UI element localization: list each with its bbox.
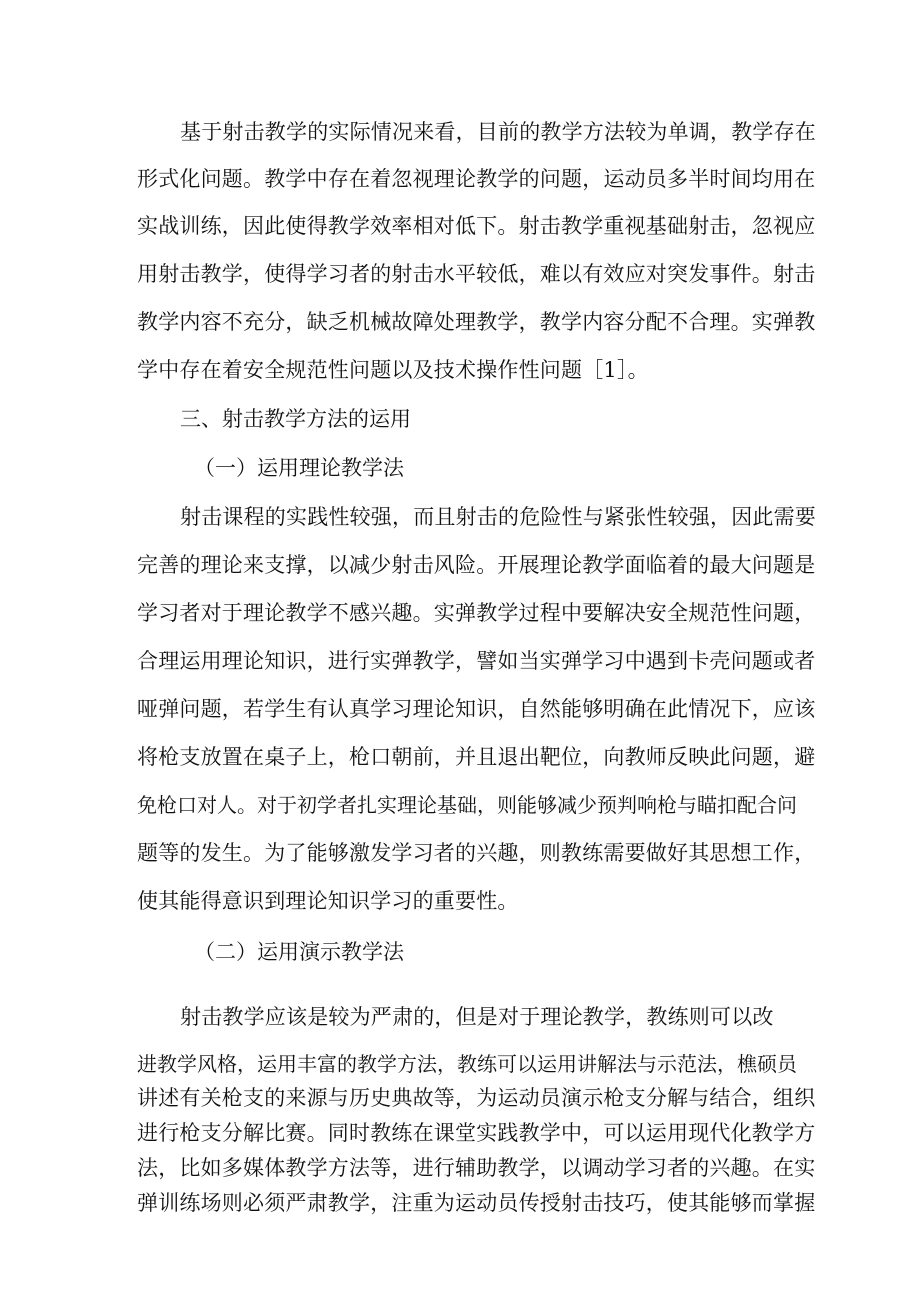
subsection-2-line-6: 弹训练场则必须严肃教学，注重为运动员传授射击技巧，使其能够而掌握 <box>137 1191 816 1215</box>
paragraph-1-line-3: 实战训练，因此使得教学效率相对低下。射击教学重视基础射击，忽视应 <box>137 214 816 238</box>
subsection-2-line-5: 法，比如多媒体教学方法等，进行辅助教学，以调动学习者的兴趣。在实 <box>137 1156 816 1180</box>
subsection-1-line-9: 使其能得意识到理论知识学习的重要性。 <box>137 889 519 913</box>
subsection-1-line-7: 免枪口对人。对于初学者扎实理论基础，则能够减少预判响枪与瞄扣配合问 <box>137 793 797 817</box>
subsection-1-line-3: 学习者对于理论教学不感兴趣。实弹教学过程中要解决安全规范性问题， <box>137 601 816 625</box>
paragraph-1-line-4: 用射击教学，使得学习者的射击水平较低，难以有效应对突发事件。射击 <box>137 262 816 286</box>
subsection-1-line-8: 题等的发生。为了能够激发学习者的兴趣，则教练需要做好其思想工作， <box>137 841 816 865</box>
paragraph-1-line-5: 教学内容不充分，缺乏机械故障处理教学，教学内容分配不合理。实弹教 <box>137 310 816 334</box>
subsection-1-line-4: 合理运用理论知识，进行实弹教学，譬如当实弹学习中遇到卡壳问题或者 <box>137 649 816 673</box>
subsection-1-title: （一）运用理论教学法 <box>194 456 404 480</box>
paragraph-1-line-2: 形式化问题。教学中存在着忽视理论教学的问题，运动员多半时间均用在 <box>137 167 816 191</box>
subsection-2-title: （二）运用演示教学法 <box>194 940 404 964</box>
subsection-1-line-6: 将枪支放置在桌子上，枪口朝前，并且退出靶位，向教师反映此问题，避 <box>137 745 816 769</box>
subsection-1-line-2: 完善的理论来支撑，以减少射击风险。开展理论教学面临着的最大问题是 <box>137 553 816 577</box>
subsection-2-line-4: 进行枪支分解比赛。同时教练在课堂实践教学中，可以运用现代化教学方 <box>137 1121 816 1145</box>
subsection-2-line-1: 射击教学应该是较为严肃的，但是对于理论教学，教练则可以改 <box>180 1005 774 1029</box>
subsection-2-line-3: 讲述有关枪支的来源与历史典故等，为运动员演示枪支分解与结合，组织 <box>137 1086 816 1110</box>
paragraph-1-line-6: 学中存在着安全规范性问题以及技术操作性问题［1］。 <box>137 358 649 382</box>
subsection-2-line-2: 进教学风格，运用丰富的教学方法，教练可以运用讲解法与示范法，樵硕员 <box>137 1052 797 1076</box>
subsection-1-line-5: 哑弹问题，若学生有认真学习理论知识，自然能够明确在此情况下，应该 <box>137 697 816 721</box>
subsection-1-line-1: 射击课程的实践性较强，而且射击的危险性与紧张性较强，因此需要 <box>180 505 816 529</box>
section-heading: 三、射击教学方法的运用 <box>180 407 411 431</box>
paragraph-1-line-1: 基于射击教学的实际情况来看，目前的教学方法较为单调，教学存在 <box>180 120 816 144</box>
